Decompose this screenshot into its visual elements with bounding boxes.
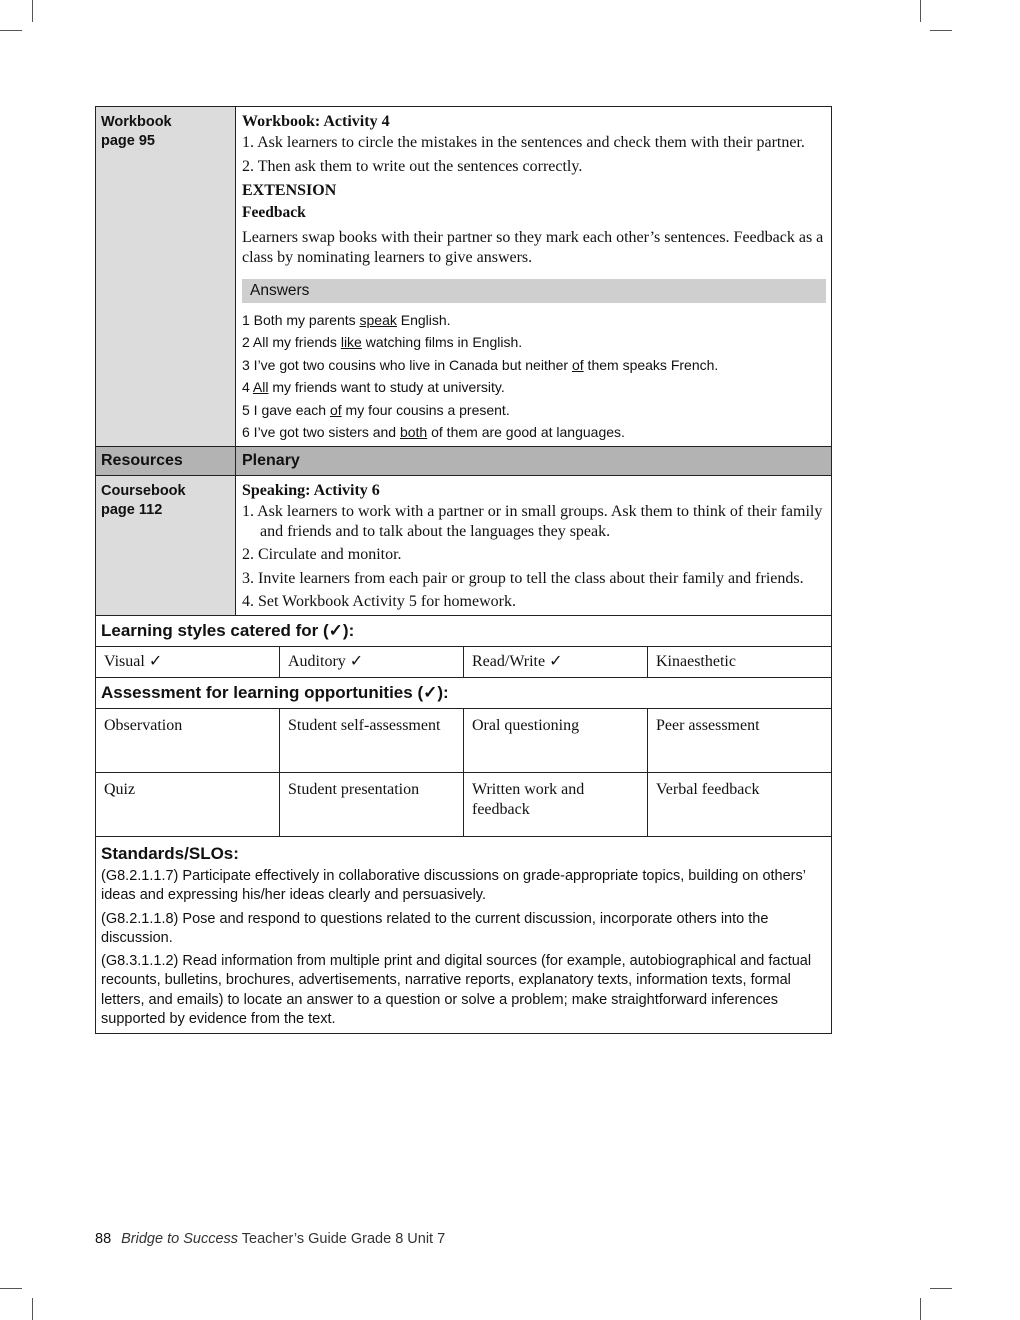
assessment-row (96, 708, 831, 772)
step-item: 1. Ask learners to work with a partner or in small groups. Ask them to think of their family and friends and to talk about the languages they speak. (242, 503, 823, 540)
step-item: 2. Circulate and monitor. (242, 546, 402, 564)
plenary-header-row (96, 446, 831, 475)
resource-label-line: Coursebook (101, 483, 186, 500)
assessment-cell: Observation (96, 709, 280, 772)
answer-item: 6 I’ve got two sisters and both of them are good at languages. (242, 424, 625, 441)
activity-title: Workbook: Activity 4 (242, 113, 390, 130)
resources-header: Resources (96, 447, 236, 475)
workbook-content (236, 107, 831, 446)
page-number: 88 (95, 1231, 112, 1247)
crop-mark (0, 1288, 22, 1289)
plenary-header: Plenary (242, 452, 300, 470)
answer-item: 1 Both my parents speak English. (242, 312, 451, 328)
assessment-heading: Assessment for learning opportunities (✓): (96, 677, 831, 708)
plenary-content (236, 476, 831, 615)
assessment-cell: Student self-assessment (280, 709, 464, 772)
learning-styles-row (96, 646, 831, 677)
workbook-row (96, 107, 831, 446)
answers-heading: Answers (242, 279, 826, 303)
resource-label-line: Workbook (101, 114, 172, 130)
crop-mark (32, 0, 33, 22)
page-footer (95, 1231, 445, 1247)
assessment-cell: Written work and feedback (464, 773, 648, 836)
feedback-text: Learners swap books with their partner so they mark each other’s sentences. Feedback as a class by nominating learners to give answers. (242, 229, 824, 266)
standards-section (96, 836, 831, 1033)
assessment-row (96, 772, 831, 836)
learning-style-cell: Visual ✓ (96, 647, 280, 677)
workbook-steps (242, 133, 826, 176)
answer-item: 4 All my friends want to study at university. (242, 379, 505, 396)
step-item: 4. Set Workbook Activity 5 for homework. (242, 593, 516, 611)
crop-mark (930, 1288, 952, 1289)
learning-style-cell: Kinaesthetic (656, 652, 736, 670)
activity-title: Speaking: Activity 6 (242, 482, 380, 500)
resource-label-line: page 95 (101, 133, 155, 149)
assessment-cell: Oral questioning (464, 709, 648, 772)
step-item: 2. Then ask them to write out the sentences correctly. (242, 157, 583, 175)
crop-mark (920, 1298, 921, 1320)
learning-style-cell: Read/Write ✓ (464, 647, 648, 677)
standard-item: (G8.3.1.1.2) Read information from multiple print and digital sources (for example, autobiographical and factual recounts, bulletins, brochures, advertisements, narrative reports, explanatory texts, information texts, formal letters, and emails) to locate an answer to a question or solve a problem; make straightforward inferences supported by evidence from the text. (101, 953, 812, 1028)
step-item: 3. Invite learners from each pair or group to tell the class about their family and friends. (242, 569, 804, 587)
crop-mark (0, 30, 22, 31)
workbook-resource-label (96, 107, 236, 446)
answer-item: 3 I’ve got two cousins who live in Canada but neither of them speaks French. (242, 356, 719, 373)
assessment-cell: Peer assessment (656, 716, 760, 734)
assessment-cell: Student presentation (280, 773, 464, 836)
learning-styles-heading: Learning styles catered for (✓): (96, 615, 831, 646)
lesson-plan-table (95, 106, 832, 1034)
standard-item: (G8.2.1.1.8) Pose and respond to questions related to the current discussion, incorporate others into the discussion. (101, 910, 769, 946)
extension-label: EXTENSION (242, 182, 337, 199)
standards-heading: Standards/SLOs: (101, 843, 239, 863)
answers-list (242, 309, 826, 443)
answer-item: 2 All my friends like watching films in English. (242, 334, 523, 351)
feedback-label: Feedback (242, 204, 306, 221)
crop-mark (930, 30, 952, 31)
standard-item: (G8.2.1.1.7) Participate effectively in collaborative discussions on grade-appropriate topics, building on others’ ideas and expressing his/her ideas clearly and persuasively. (101, 867, 806, 904)
coursebook-resource-label (96, 476, 236, 615)
resource-label-line: page 112 (101, 502, 163, 519)
step-item: 1. Ask learners to circle the mistakes in the sentences and check them with their partner. (242, 134, 805, 151)
book-title: Bridge to Success (121, 1231, 239, 1247)
crop-mark (32, 1298, 33, 1320)
answer-item: 5 I gave each of my four cousins a present. (242, 401, 510, 418)
footer-subtitle: Teacher’s Guide Grade 8 Unit 7 (241, 1231, 446, 1247)
plenary-steps (242, 502, 826, 612)
assessment-cell: Verbal feedback (656, 780, 760, 798)
plenary-row (96, 475, 831, 615)
learning-style-cell: Auditory ✓ (280, 647, 464, 677)
crop-mark (920, 0, 921, 22)
assessment-cell: Quiz (96, 773, 280, 836)
